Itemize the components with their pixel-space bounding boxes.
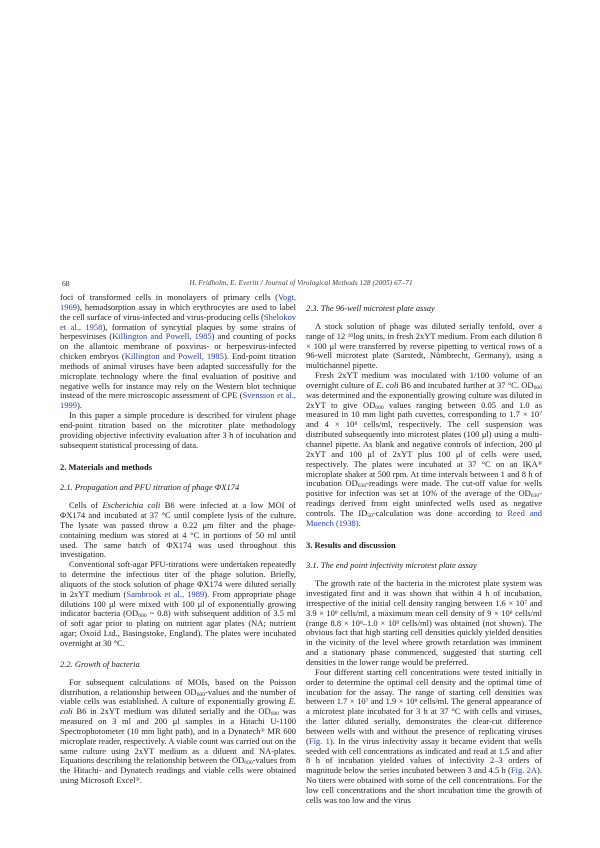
subscript: 600 [375,404,384,411]
subscript: 600 [138,613,147,620]
citation-link[interactable]: Fig. 1 [308,735,330,746]
emphasis-text: E. coli [376,379,399,390]
text-run: ), hemadsorption assay in which erythrocytes are used to label the cell surface of virus-infected and virus-producing cells ( [60,301,296,322]
text-run: cells/ml. The general appearance of a microtest plate incubated for 3 h at 37 °C with cells and viruses, the latter diluted serially, demonstrates the clear-cut difference between wells with and without the presence of replicating viruses ( [306,696,542,746]
text-run: 3. Results and discussion [306,539,396,550]
text-run: cells/ml, respectively. The cell suspension was distributed subsequently into microtest plates (100 μl) using a multi-channel pipette. As blank and negative controls of infection, 200 μl 2xYT and 100 μl of 2xYT plus 100 μl of cells were used, respectively. The plates were incubated at 37 °C on an IKA [306,419,542,469]
emphasis-text: Escherichia coli [102,500,161,511]
paragraph [60,678,296,786]
paragraph [306,579,542,668]
text-run: Cells of [69,500,103,511]
right-column [306,293,542,806]
text-run: ). No titers were obtained with some of the cell concentrations. For the low cell concentrations and the short incubation time the growth of cells was too low and the virus [306,765,543,805]
text-run: cells/ml) was obtained (not shown). The obvious fact that high starting cell densities quickly yielded densities in the vicinity of the level where growth retardation was imminent and a stationary phase commenced, suggested that starting cell densities in the lower range would be preferred. [306,617,542,667]
superscript: 8 [414,698,418,705]
citation-link[interactable]: Reed and Muench (1938) [306,507,543,528]
superscript: 8 [354,421,358,428]
text-run: was measured on 3 ml and 200 μl samples in a Hitachi U-1100 Spectrophotometer (10 mm light path), and in a Dynatech [60,706,296,736]
text-run: cells/ml, a maximum mean cell density of 9 × 10 [337,607,510,618]
superscript: 8 [359,619,363,626]
paragraph [60,560,296,649]
text-run: ~ 0.8) with subsequent addition of 3.5 ml of soft agar prior to plating on nutrient agar plates (NA; nutrient agar; Oxoid Ltd., Basingstoke, England). The plates were incubated overnight at 30 °C. [60,608,296,648]
subscript: 600 [196,691,205,698]
subscript: 630 [530,493,540,500]
text-run: ). In the virus infectivity assay it became evident that wells seeded with cell concentrations as indicated and read at 1.5 and after 8 h of incubation yielded values of infectivity 2–3 orders of magnitude below the series incubated between 3 and 4.5 h ( [306,735,542,776]
text-run: 3.1. The end point infectivity microtest plate assay [306,560,477,571]
subsection-heading [60,483,296,493]
text-run: and 1.9 × 10 [368,696,415,707]
paragraph [306,371,542,529]
text-run: ). From appropriate phage dilutions 100 μl were mixed with 100 μl of exponentially growing indicator bacteria (OD [60,588,296,619]
text-run: –1.0 × 10 [362,617,397,628]
citation-link[interactable]: Sambrook et al., 1989 [126,588,205,599]
subscript: 600 [244,760,253,767]
paragraph [60,293,296,411]
paragraph [60,411,296,450]
article-body [60,293,542,806]
page-number: 68 [62,279,70,288]
text-run: foci of transformed cells in monolayers of primary cells ( [60,292,278,302]
citation-link[interactable]: Killington and Powell, 1985 [124,351,224,362]
subscript: 630 [357,483,367,490]
text-run: In this paper a simple procedure is described for virulent phage end-point titration based on the microtiter plate methodology providing objective infectivity evaluation after 3 h of incubation and subsequent statistical processing of data. [60,410,296,450]
superscript: ® [135,777,140,783]
text-run: cells/ml (range 8.8 × 10 [306,607,542,628]
citation-link[interactable]: Fig. 2A [510,765,538,776]
text-run: For subsequent calculations of MOIs, based on the Poisson distribution, a relationship between OD [60,676,296,697]
text-run: ). [77,400,82,411]
text-run: 2.2. Growth of bacteria [60,658,140,669]
subscript: 600 [270,711,280,718]
text-run: 2.3. The 96-well microtest plate assay [306,303,435,313]
paragraph [306,668,542,806]
text-run: and 3.9 × 10 [306,597,542,618]
text-run: A stock solution of phage was diluted serially tenfold, over a range of 12 [306,320,542,341]
section-heading [306,541,542,551]
text-run: 2. Materials and methods [60,461,153,472]
left-column [60,293,296,806]
text-run: . [358,517,361,528]
citation-link[interactable]: Killington and Powell, 1985 [112,331,212,342]
subsection-heading [60,660,296,670]
section-heading [60,463,296,473]
subsection-heading [306,304,542,314]
citation-link[interactable]: Vogt, 1969 [60,292,296,312]
text-run: -values and the number of viable cells was established. A culture of exponentially growing [60,686,296,707]
text-run: -values from the Hitachi- and Dynatech readings and viable cells were obtained using Microsoft Excel [60,755,296,786]
citation-link[interactable]: Svensson et al., 1999 [60,390,296,411]
text-run: -readings were made. The cut-off value for wells positive for infection was set at 10% of the average of the OD [306,478,542,499]
running-header [60,279,542,287]
citation-link[interactable]: Shelokov et al., 1958 [60,311,296,332]
paragraph [306,322,542,371]
text-run: The growth rate of the bacteria in the microtest plate system was investigated first and it was shown that within 4 h of incubation, irrespective of the initial cell density ranging between 1.6 × 10 [306,578,542,608]
superscript: 7 [524,599,528,606]
text-run: values ranging between 0.05 and 1.0 as measured in 10 mm light path cuvettes, corresponding to 1.7 × 10 [306,399,542,420]
emphasis-text: E. coli [60,696,296,717]
superscript: 7 [539,411,542,418]
text-run: -readings derived from eight uninfected wells used as negative controls. The ID [306,488,542,518]
text-run: ) and counting of pocks on the allantoic membrane of poxvirus- or herpesvirus-infected chicken embryos ( [60,331,296,362]
text-run: log units, in fresh 2xYT medium. From each dilution 8 × 100 μl were transferred by reverse pipetting to vertical rows of a 96-well microtest plate (Sarstedt, Nümbrecht, Germany), using a multichannel pipette. [306,330,542,371]
text-run: microplate shaker at 500 rpm. At time intervals between 1 and 8 h of incubation OD [306,468,542,489]
superscript: 9 [396,619,400,626]
superscript: 7 [365,698,369,705]
text-run: B6 and incubated further at 37 °C. OD [398,379,534,390]
running-title: H. Fridholm, E. Everitt / Journal of Virological Methods 128 (2005) 67–71 [189,279,413,287]
text-run: Four different starting cell concentrations were tested initially in order to determine the optimal cell density and the optimal time of incubation for the assay. The range of starting cell densities was between 1.7 × 10 [306,666,542,707]
paragraph [60,501,296,560]
text-run: 2.1. Propagation and PFU titration of phage ΦX174 [60,482,240,493]
superscript: ® [260,727,265,734]
superscript: 8 [334,609,338,616]
subscript: 600 [533,384,542,391]
text-run: was determined and the exponentially growing culture was diluted in 2xYT to give OD [306,389,542,410]
text-run: MR 600 microplate reader, respectively. A viable count was carried out on the same culture using 2xYT medium as a diluent and NA-plates. Equations describing the relationship between the OD [60,725,296,766]
subscript: 50 [367,512,373,519]
text-run: ), formation of syncytial plaques by some strains of herpesviruses ( [60,321,296,342]
superscript: 10 [347,332,354,339]
text-run: B6 were infected at a low MOI of ΦX174 and incubated at 37 °C until complete lysis of the culture. The lysate was passed throw a 0.22 μm filter and the phage-containing medium was stored at 4 °C in portions of 50 ml until used. The same batch of ΦX174 was used throughout this investigation. [60,500,296,560]
text-run: . [139,775,142,786]
text-run: B6 in 2xYT medium was diluted serially and the OD [72,706,271,717]
text-run: and 4 × 10 [306,419,355,430]
text-run: Fresh 2xYT medium was inoculated with 1/100 volume of an overnight culture of [306,370,542,390]
superscript: 8 [509,609,513,616]
text-run: Conventional soft-agar PFU-titrations were undertaken repeatedly to determine the infectious titer of the phage solution. Briefly, aliquots of the stock solution of phage ΦX174 were diluted serially in 2xYT medium ( [60,559,296,599]
superscript: ® [537,460,542,467]
text-run: ). End-point titration methods of animal viruses have been adapted successfully for the microplate technology where the final evaluation of positive and negative wells for instance may rely on the Western blot technique instead of the mere microscopic assessment of CPE ( [60,351,296,401]
text-run: -calculation was done according to [372,507,508,518]
subsection-heading [306,561,542,571]
